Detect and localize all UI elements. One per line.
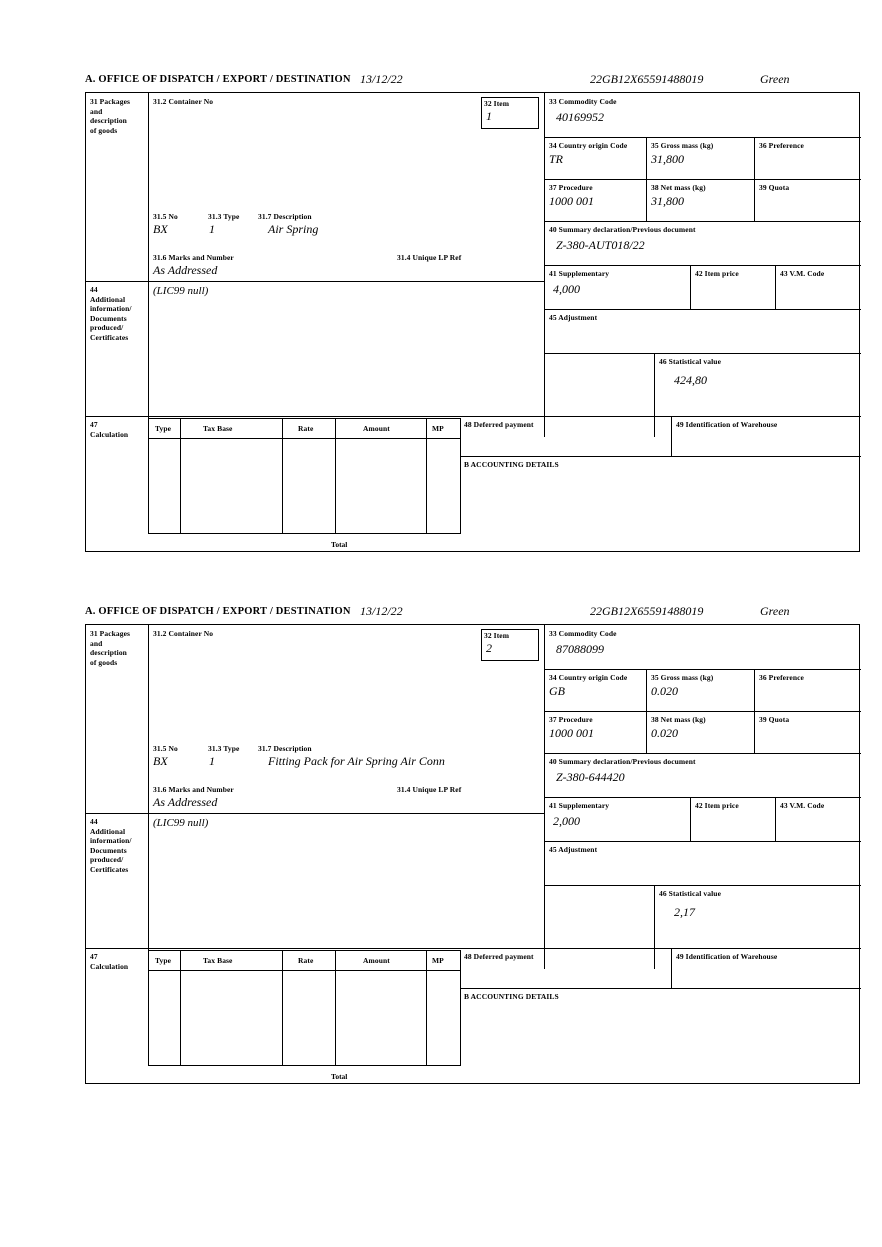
box44-value[interactable]: (LIC99 null) <box>153 285 209 297</box>
divider-box34-box35 <box>646 669 647 711</box>
box49-warehouse-label: 49 Identification of Warehouse <box>676 420 778 429</box>
divider-under-box41 <box>544 841 861 842</box>
office-of-dispatch-label: A. OFFICE OF DISPATCH / EXPORT / DESTINATION <box>85 74 351 85</box>
box47-col-div-2 <box>282 419 283 533</box>
box33-commodity-code-value[interactable]: 40169952 <box>556 110 604 124</box>
box41-supplementary-label: 41 Supplementary <box>549 801 610 810</box>
lane-status: Green <box>760 604 790 618</box>
box31-6-marks-value[interactable]: As Addressed <box>153 795 218 809</box>
box32-item-label: 32 Item <box>484 631 510 640</box>
divider-left-column <box>148 625 149 969</box>
divider-under-box40 <box>544 265 861 266</box>
divider-box34-box35 <box>646 137 647 179</box>
lane-status: Green <box>760 72 790 86</box>
box47-header-underline <box>149 970 460 971</box>
declaration-date: 13/12/22 <box>360 72 403 86</box>
box47-col-rate: Rate <box>298 956 314 965</box>
divider-under-box33 <box>544 137 861 138</box>
box32-item-label: 32 Item <box>484 99 510 108</box>
box38-net-mass-label: 38 Net mass (kg) <box>651 715 706 724</box>
box38-net-mass-value[interactable]: 31,800 <box>651 194 684 208</box>
box40-summary-declaration-value[interactable]: Z-380-644420 <box>556 770 625 784</box>
declaration-frame <box>85 624 860 1084</box>
box37-procedure-label: 37 Procedure <box>549 715 593 724</box>
divider-above-box47 <box>86 416 861 417</box>
box31-6-marks-value[interactable]: As Addressed <box>153 263 218 277</box>
box31-6-marks-label: 31.6 Marks and Number <box>153 253 234 262</box>
box42-item-price-label: 42 Item price <box>695 801 739 810</box>
box31-7-description-value[interactable]: Air Spring <box>268 222 319 236</box>
box47-col-amount: Amount <box>363 956 390 965</box>
divider-box48-box49 <box>671 416 672 456</box>
box47-calculation-label: 47 Calculation <box>90 952 129 971</box>
divider-under-box31 <box>86 281 544 282</box>
box49-warehouse-label: 49 Identification of Warehouse <box>676 952 778 961</box>
box40-summary-declaration-label: 40 Summary declaration/Previous document <box>549 225 696 234</box>
divider-under-box40 <box>544 797 861 798</box>
box31-5-no-label: 31.5 No <box>153 744 178 753</box>
divider-under-box31 <box>86 813 544 814</box>
box31-5-no-value[interactable]: BX <box>153 754 168 768</box>
box34-country-origin-label: 34 Country origin Code <box>549 141 628 150</box>
box47-col-div-3 <box>335 951 336 1065</box>
box31-2-container-no-label: 31.2 Container No <box>153 97 214 106</box>
box31-label: 31 Packages and description of goods <box>90 629 131 667</box>
box39-quota-label: 39 Quota <box>759 183 790 192</box>
box31-4-unique-lp-ref-label: 31.4 Unique LP Ref <box>397 785 462 794</box>
box45-adjustment-label: 45 Adjustment <box>549 313 598 322</box>
box47-col-tax-base: Tax Base <box>203 424 233 433</box>
box32-item-value[interactable]: 2 <box>486 641 492 655</box>
box31-4-unique-lp-ref-label: 31.4 Unique LP Ref <box>397 253 462 262</box>
box34-country-origin-value[interactable]: TR <box>549 152 564 166</box>
box31-7-description-label: 31.7 Description <box>258 212 312 221</box>
box31-3-type-label: 31.3 Type <box>208 744 240 753</box>
box48-deferred-payment-label: 48 Deferred payment <box>464 952 534 961</box>
divider-box41-box42 <box>690 797 691 841</box>
divider-box42-box43 <box>775 797 776 841</box>
declaration-form-item-1 <box>85 72 860 552</box>
box36-preference-label: 36 Preference <box>759 141 804 150</box>
box47-col-tax-base: Tax Base <box>203 956 233 965</box>
dotted-divider-box46 <box>544 353 545 437</box>
box32-item-value[interactable]: 1 <box>486 109 492 123</box>
movement-reference-number: 22GB12X65591488019 <box>590 72 704 86</box>
box33-commodity-code-label: 33 Commodity Code <box>549 629 617 638</box>
box37-procedure-value[interactable]: 1000 001 <box>549 194 594 208</box>
box47-col-mp: MP <box>432 424 444 433</box>
box31-3-type-value[interactable]: 1 <box>209 222 215 236</box>
box38-net-mass-label: 38 Net mass (kg) <box>651 183 706 192</box>
box43-vm-code-label: 43 V.M. Code <box>780 801 825 810</box>
box32-item <box>481 629 539 661</box>
box31-2-container-no-label: 31.2 Container No <box>153 629 214 638</box>
box40-summary-declaration-value[interactable]: Z-380-AUT018/22 <box>556 238 645 252</box>
box46-statistical-value-label: 46 Statistical value <box>659 889 721 898</box>
box38-net-mass-value[interactable]: 0.020 <box>651 726 678 740</box>
box47-header-underline <box>149 438 460 439</box>
divider-under-box34 <box>544 711 861 712</box>
divider-box37-box38 <box>646 179 647 221</box>
divider-goods-right <box>544 93 545 353</box>
divider-box37-box38 <box>646 711 647 753</box>
box47-total-label: Total <box>331 540 348 549</box>
form-header <box>85 72 860 92</box>
box46-statistical-value[interactable]: 424,80 <box>674 373 707 387</box>
declaration-form-item-2 <box>85 604 860 1084</box>
divider-under-box41 <box>544 309 861 310</box>
divider-under-box37 <box>544 753 861 754</box>
divider-under-box33 <box>544 669 861 670</box>
divider-under-box45 <box>544 353 861 354</box>
box41-supplementary-label: 41 Supplementary <box>549 269 610 278</box>
divider-under-box34 <box>544 179 861 180</box>
divider-box38-box39 <box>754 179 755 221</box>
box47-col-div-2 <box>282 951 283 1065</box>
box31-5-no-label: 31.5 No <box>153 212 178 221</box>
box37-procedure-value[interactable]: 1000 001 <box>549 726 594 740</box>
divider-box46-left <box>654 885 655 969</box>
form-header <box>85 604 860 624</box>
boxB-accounting-details-label: B ACCOUNTING DETAILS <box>464 460 559 469</box>
box31-6-marks-label: 31.6 Marks and Number <box>153 785 234 794</box>
box47-col-div-4 <box>426 951 427 1065</box>
box35-gross-mass-value[interactable]: 31,800 <box>651 152 684 166</box>
box47-col-div-3 <box>335 419 336 533</box>
divider-under-box48 <box>461 988 861 989</box>
divider-box42-box43 <box>775 265 776 309</box>
box35-gross-mass-label: 35 Gross mass (kg) <box>651 141 714 150</box>
box31-label: 31 Packages and description of goods <box>90 97 131 135</box>
divider-box35-box36 <box>754 137 755 179</box>
box47-calculation-table <box>148 950 461 1066</box>
divider-box48-box49 <box>671 948 672 988</box>
box44-value[interactable]: (LIC99 null) <box>153 817 209 829</box>
box47-total-label: Total <box>331 1072 348 1081</box>
box48-deferred-payment-label: 48 Deferred payment <box>464 420 534 429</box>
box31-3-type-label: 31.3 Type <box>208 212 240 221</box>
box47-col-div-1 <box>180 419 181 533</box>
box47-col-type: Type <box>155 956 172 965</box>
box40-summary-declaration-label: 40 Summary declaration/Previous document <box>549 757 696 766</box>
box47-calculation-label: 47 Calculation <box>90 420 129 439</box>
box37-procedure-label: 37 Procedure <box>549 183 593 192</box>
box44-label: 44 Additional information/ Documents produced/ Certificates <box>90 285 132 342</box>
declaration-date: 13/12/22 <box>360 604 403 618</box>
box42-item-price-label: 42 Item price <box>695 269 739 278</box>
box47-col-div-4 <box>426 419 427 533</box>
divider-left-column <box>148 93 149 437</box>
box31-7-description-label: 31.7 Description <box>258 744 312 753</box>
divider-under-box45 <box>544 885 861 886</box>
box35-gross-mass-value[interactable]: 0.020 <box>651 684 678 698</box>
declaration-frame <box>85 92 860 552</box>
box47-col-div-1 <box>180 951 181 1065</box>
box41-supplementary-value[interactable]: 2,000 <box>553 814 580 828</box>
divider-under-box37 <box>544 221 861 222</box>
divider-above-box47 <box>86 948 861 949</box>
box31-7-description-value[interactable]: Fitting Pack for Air Spring Air Conn <box>268 754 445 768</box>
box47-col-mp: MP <box>432 956 444 965</box>
box35-gross-mass-label: 35 Gross mass (kg) <box>651 673 714 682</box>
divider-box35-box36 <box>754 669 755 711</box>
box44-label: 44 Additional information/ Documents produced/ Certificates <box>90 817 132 874</box>
dotted-divider-box46 <box>544 885 545 969</box>
box34-country-origin-label: 34 Country origin Code <box>549 673 628 682</box>
box39-quota-label: 39 Quota <box>759 715 790 724</box>
divider-box38-box39 <box>754 711 755 753</box>
box46-statistical-value[interactable]: 2,17 <box>674 905 695 919</box>
boxB-accounting-details-label: B ACCOUNTING DETAILS <box>464 992 559 1001</box>
box31-5-no-value[interactable]: BX <box>153 222 168 236</box>
box45-adjustment-label: 45 Adjustment <box>549 845 598 854</box>
office-of-dispatch-label: A. OFFICE OF DISPATCH / EXPORT / DESTINATION <box>85 606 351 617</box>
box31-3-type-value[interactable]: 1 <box>209 754 215 768</box>
divider-goods-right <box>544 625 545 885</box>
box33-commodity-code-value[interactable]: 87088099 <box>556 642 604 656</box>
box36-preference-label: 36 Preference <box>759 673 804 682</box>
box43-vm-code-label: 43 V.M. Code <box>780 269 825 278</box>
movement-reference-number: 22GB12X65591488019 <box>590 604 704 618</box>
box47-col-type: Type <box>155 424 172 433</box>
box47-col-amount: Amount <box>363 424 390 433</box>
box47-col-rate: Rate <box>298 424 314 433</box>
box32-item <box>481 97 539 129</box>
box46-statistical-value-label: 46 Statistical value <box>659 357 721 366</box>
divider-box41-box42 <box>690 265 691 309</box>
box47-calculation-table <box>148 418 461 534</box>
box41-supplementary-value[interactable]: 4,000 <box>553 282 580 296</box>
divider-box46-left <box>654 353 655 437</box>
divider-under-box48 <box>461 456 861 457</box>
box34-country-origin-value[interactable]: GB <box>549 684 565 698</box>
box33-commodity-code-label: 33 Commodity Code <box>549 97 617 106</box>
